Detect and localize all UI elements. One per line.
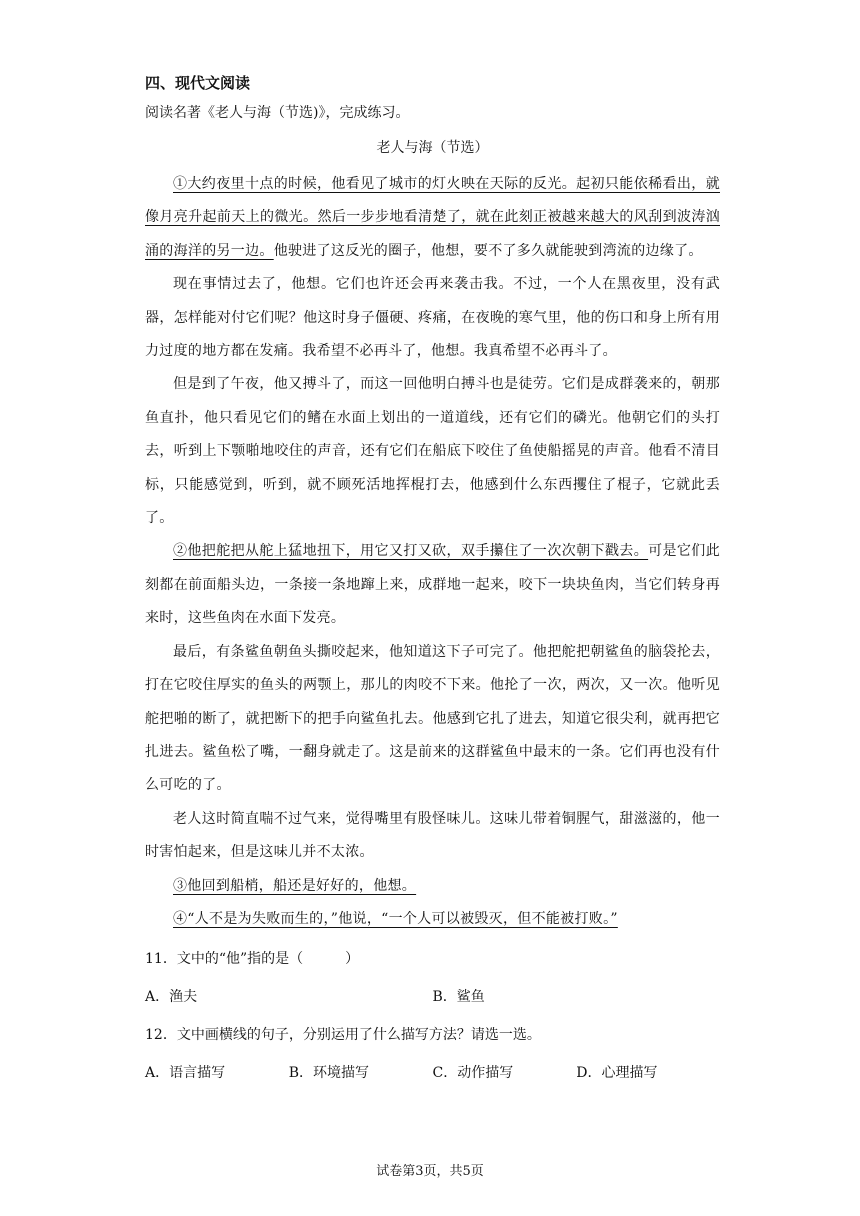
article-title: 老人与海（节选）	[376, 140, 489, 156]
question-11-stem: 11．文中的“他”指的是（ ）	[145, 951, 360, 968]
exam-page	[145, 68, 720, 1092]
page-footer: 试卷第3页，共5页	[376, 1164, 484, 1179]
question-12-options	[145, 1054, 720, 1092]
paragraph-1-rest: 他驶进了这反光的圈子，他想，要不了多久就能驶到湾流的边缘了。	[273, 242, 703, 259]
question-12-option-a[interactable]: A．语言描写	[145, 1065, 226, 1082]
paragraph-8	[145, 903, 720, 936]
paragraph-4-rest: 可是它们此刻都在前面船头边，一条接一条地蹿上来，成群地一起来，咬下一块块鱼肉，当它们转身再来时，这些鱼肉在水面下发亮。	[145, 543, 720, 627]
underlined-sentence-1: ①大约夜里十点的时候，他看见了城市的灯火映在天际的反光。起初只能依稀看出，就像月亮升起前天上的微光。然后一步步地看清楚了，就在此刻正被越来越大的风刮到波涛汹涌的海洋的另一边。	[145, 176, 720, 259]
question-12-option-b[interactable]: B．环境描写	[288, 1065, 370, 1082]
section-intro: 阅读名著《老人与海（节选)》，完成练习。	[145, 105, 410, 121]
underlined-sentence-2: ②他把舵把从舵上猛地扭下，用它又打又砍，双手攥住了一次次朝下戳去。	[173, 543, 649, 560]
paragraph-3: 但是到了午夜，他又搏斗了，而这一回他明白搏斗也是徒劳。它们是成群袭来的，朝那鱼直扑，他只看见它们的鳍在水面上划出的一道道线，还有它们的磷光。他朝它们的头打去，听到上下颚啪地咬住的声音，还有它们在船底下咬住了鱼使船摇晃的声音。他看不清目标，只能感觉到，听到，就不顾死活地挥棍打去，他感到什么东西攫住了棍子，它就此丢了。	[145, 376, 720, 527]
paragraph-5: 最后，有条鲨鱼朝鱼头撕咬起来，他知道这下子可完了。他把舵把朝鲨鱼的脑袋抡去，打在它咬住厚实的鱼头的两颚上，那儿的肉咬不下来。他抡了一次，两次，又一次。他听见舵把啪的断了，就把断下的把手向鲨鱼扎去。他感到它扎了进去，知道它很尖利，就再把它扎进去。鲨鱼松了嘴，一翻身就走了。这是前来的这群鲨鱼中最末的一条。它们再也没有什么可吃的了。	[145, 643, 720, 794]
question-12-option-c[interactable]: C．动作描写	[432, 1065, 514, 1082]
underlined-sentence-4: ④“人不是为失败而生的，”他说，“一个人可以被毁灭，但不能被打败。”	[173, 910, 618, 927]
paragraph-6: 老人这时简直喘不过气来，觉得嘴里有股怪味儿。这味儿带着铜腥气，甜滋滋的，他一时害怕起来，但是这味儿并不太浓。	[145, 810, 720, 861]
question-11-option-a[interactable]: A．渔夫	[145, 989, 198, 1006]
paragraph-1	[145, 168, 720, 268]
question-12-option-d[interactable]: D．心理描写	[576, 1065, 658, 1082]
underlined-sentence-3: ③他回到船梢，船还是好好的，他想。	[173, 877, 417, 894]
paragraph-7	[145, 870, 720, 903]
question-11-options	[145, 978, 720, 1016]
question-12-stem: 12．文中画横线的句子，分别运用了什么描写方法？请选一选。	[145, 1027, 541, 1044]
paragraph-2: 现在事情过去了，他想。它们也许还会再来袭击我。不过，一个人在黑夜里，没有武器，怎样能对付它们呢？他这时身子僵硬、疼痛，在夜晚的寒气里，他的伤口和身上所有用力过度的地方都在发痛。我希望不必再斗了，他想。我真希望不必再斗了。	[145, 276, 720, 360]
section-heading: 四、现代文阅读	[145, 74, 251, 92]
question-11-option-b[interactable]: B．鲨鱼	[432, 989, 485, 1006]
paragraph-4	[145, 535, 720, 635]
